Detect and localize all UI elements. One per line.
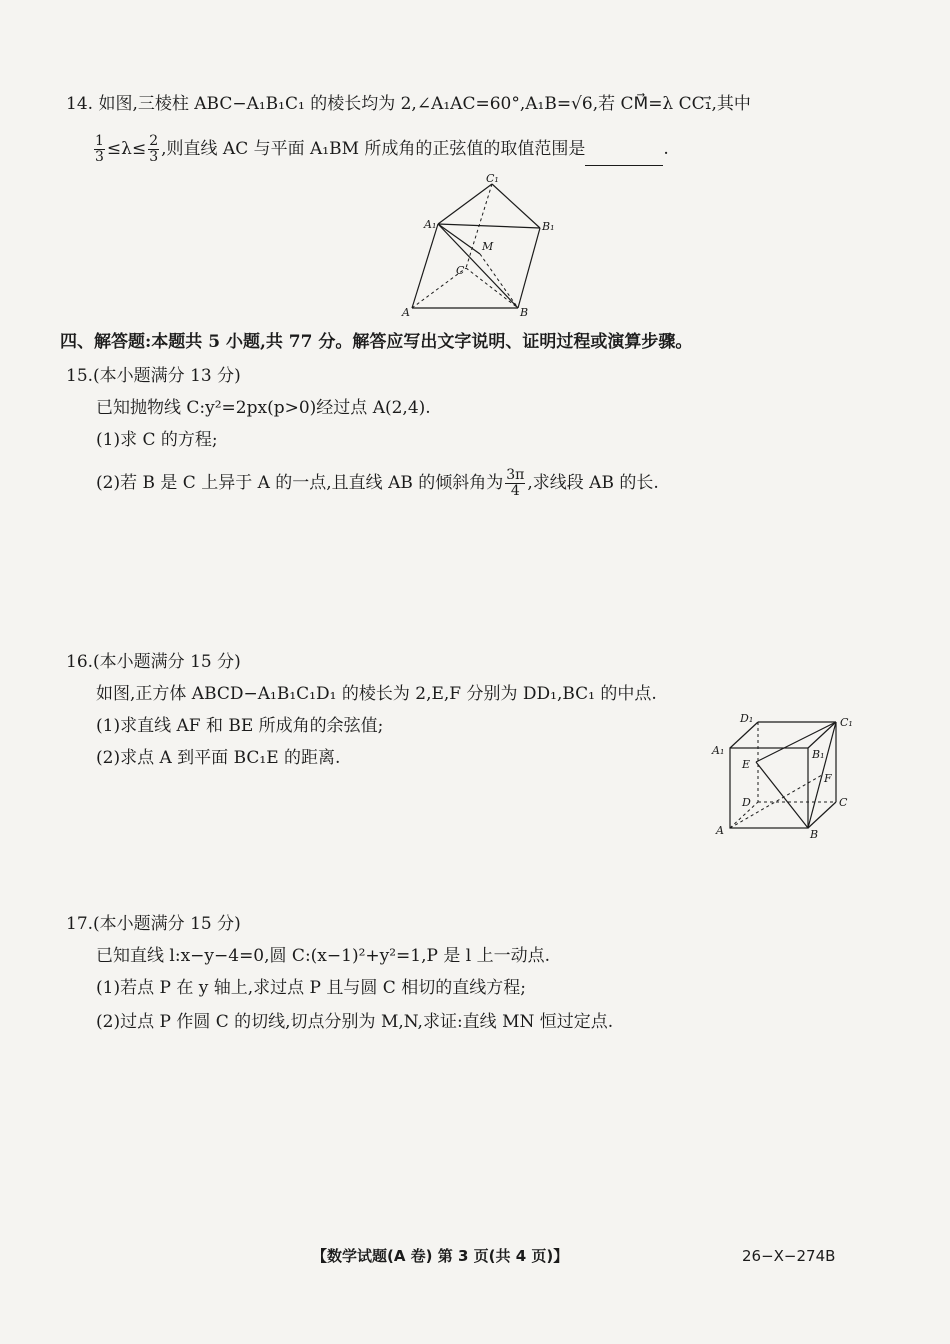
label-b1: B₁ <box>812 748 825 761</box>
label-a1: A₁ <box>712 744 725 757</box>
q17-stem: 已知直线 l:x−y−4=0,圆 C:(x−1)²+y²=1,P 是 l 上一动点. <box>96 946 551 966</box>
label-c1: C₁ <box>840 716 853 729</box>
label-b: B <box>520 306 529 319</box>
label-a: A <box>716 824 724 837</box>
label-d1: D₁ <box>740 712 754 725</box>
q14-inequality: ≤λ≤ <box>106 139 147 159</box>
label-a1: A₁ <box>424 218 437 231</box>
q14-line1: 14. 如图,三棱柱 ABC−A₁B₁C₁ 的棱长均为 2,∠A₁AC=60°,A₁B=√6,若 CM⃗=λ CC₁⃗,其中 <box>66 94 751 114</box>
q14-question-text: ,则直线 AC 与平面 A₁BM 所成角的正弦值的取值范围是 <box>161 139 586 159</box>
section-heading: 四、解答题:本题共 5 小题,共 77 分。解答应写出文字说明、证明过程或演算步骤。 <box>60 332 693 352</box>
label-f: F <box>824 772 832 785</box>
q15-title: 15.(本小题满分 13 分) <box>66 366 241 386</box>
hidden-edge-cb <box>466 268 518 308</box>
edge-bc <box>808 802 836 828</box>
q16-cube-figure <box>708 710 868 842</box>
edge-a1m <box>438 224 480 254</box>
q14-fraction-upper: $\frac{2}{3}$ <box>149 133 159 165</box>
edge-bc1 <box>808 722 836 828</box>
q15-stem: 已知抛物线 C:y²=2px(p>0)经过点 A(2,4). <box>96 398 431 418</box>
edge-a1b1 <box>438 224 540 228</box>
q14-prism-figure <box>400 172 555 322</box>
edge-c1b1 <box>492 184 540 228</box>
edge-b1c1 <box>808 722 836 748</box>
q14-answer-blank <box>585 147 663 166</box>
q15-part2: (2)若 B 是 C 上异于 A 的一点,且直线 AB 的倾斜角为 $\frac{3\pi}{4}$ ,求线段 AB 的长. <box>96 467 659 499</box>
label-a: A <box>402 306 410 319</box>
edge-a1d1 <box>730 722 758 748</box>
edge-a1a <box>412 224 438 308</box>
label-d: D <box>742 796 751 809</box>
q17-title: 17.(本小题满分 15 分) <box>66 914 241 934</box>
q15-angle-fraction: $\frac{3\pi}{4}$ <box>506 467 525 499</box>
label-b1: B₁ <box>542 220 555 233</box>
q15-part1: (1)求 C 的方程; <box>96 430 218 450</box>
page-footer: 【数学试题(A 卷) 第 3 页(共 4 页)】 <box>312 1247 569 1265</box>
label-e: E <box>742 758 751 771</box>
q14-fraction-lower: $\frac{1}{3}$ <box>95 133 104 165</box>
label-c: C <box>456 264 465 277</box>
label-m: M <box>482 240 494 253</box>
q16-part1: (1)求直线 AF 和 BE 所成角的余弦值; <box>96 716 384 736</box>
q16-title: 16.(本小题满分 15 分) <box>66 652 241 672</box>
exam-code: 26−X−274B <box>742 1247 836 1265</box>
edge-a1c1 <box>438 184 492 224</box>
q16-stem: 如图,正方体 ABCD−A₁B₁C₁D₁ 的棱长为 2,E,F 分别为 DD₁,BC₁ 的中点. <box>96 684 657 704</box>
q16-part2: (2)求点 A 到平面 BC₁E 的距离. <box>96 748 341 768</box>
hidden-edge-mb <box>480 254 518 308</box>
label-c1: C₁ <box>486 172 499 185</box>
q14-line2: $\frac{1}{3}$ ≤λ≤ $\frac{2}{3}$ ,则直线 AC 与平面 A₁BM 所成角的正弦值的取值范围是 . <box>95 133 669 165</box>
edge-b1b <box>518 228 540 308</box>
label-b: B <box>810 828 819 841</box>
q17-part2: (2)过点 P 作圆 C 的切线,切点分别为 M,N,求证:直线 MN 恒过定点. <box>96 1012 614 1032</box>
label-c: C <box>839 796 848 809</box>
q17-part1: (1)若点 P 在 y 轴上,求过点 P 且与圆 C 相切的直线方程; <box>96 978 526 998</box>
edge-a1b <box>438 224 518 308</box>
edge-eb <box>756 762 808 828</box>
